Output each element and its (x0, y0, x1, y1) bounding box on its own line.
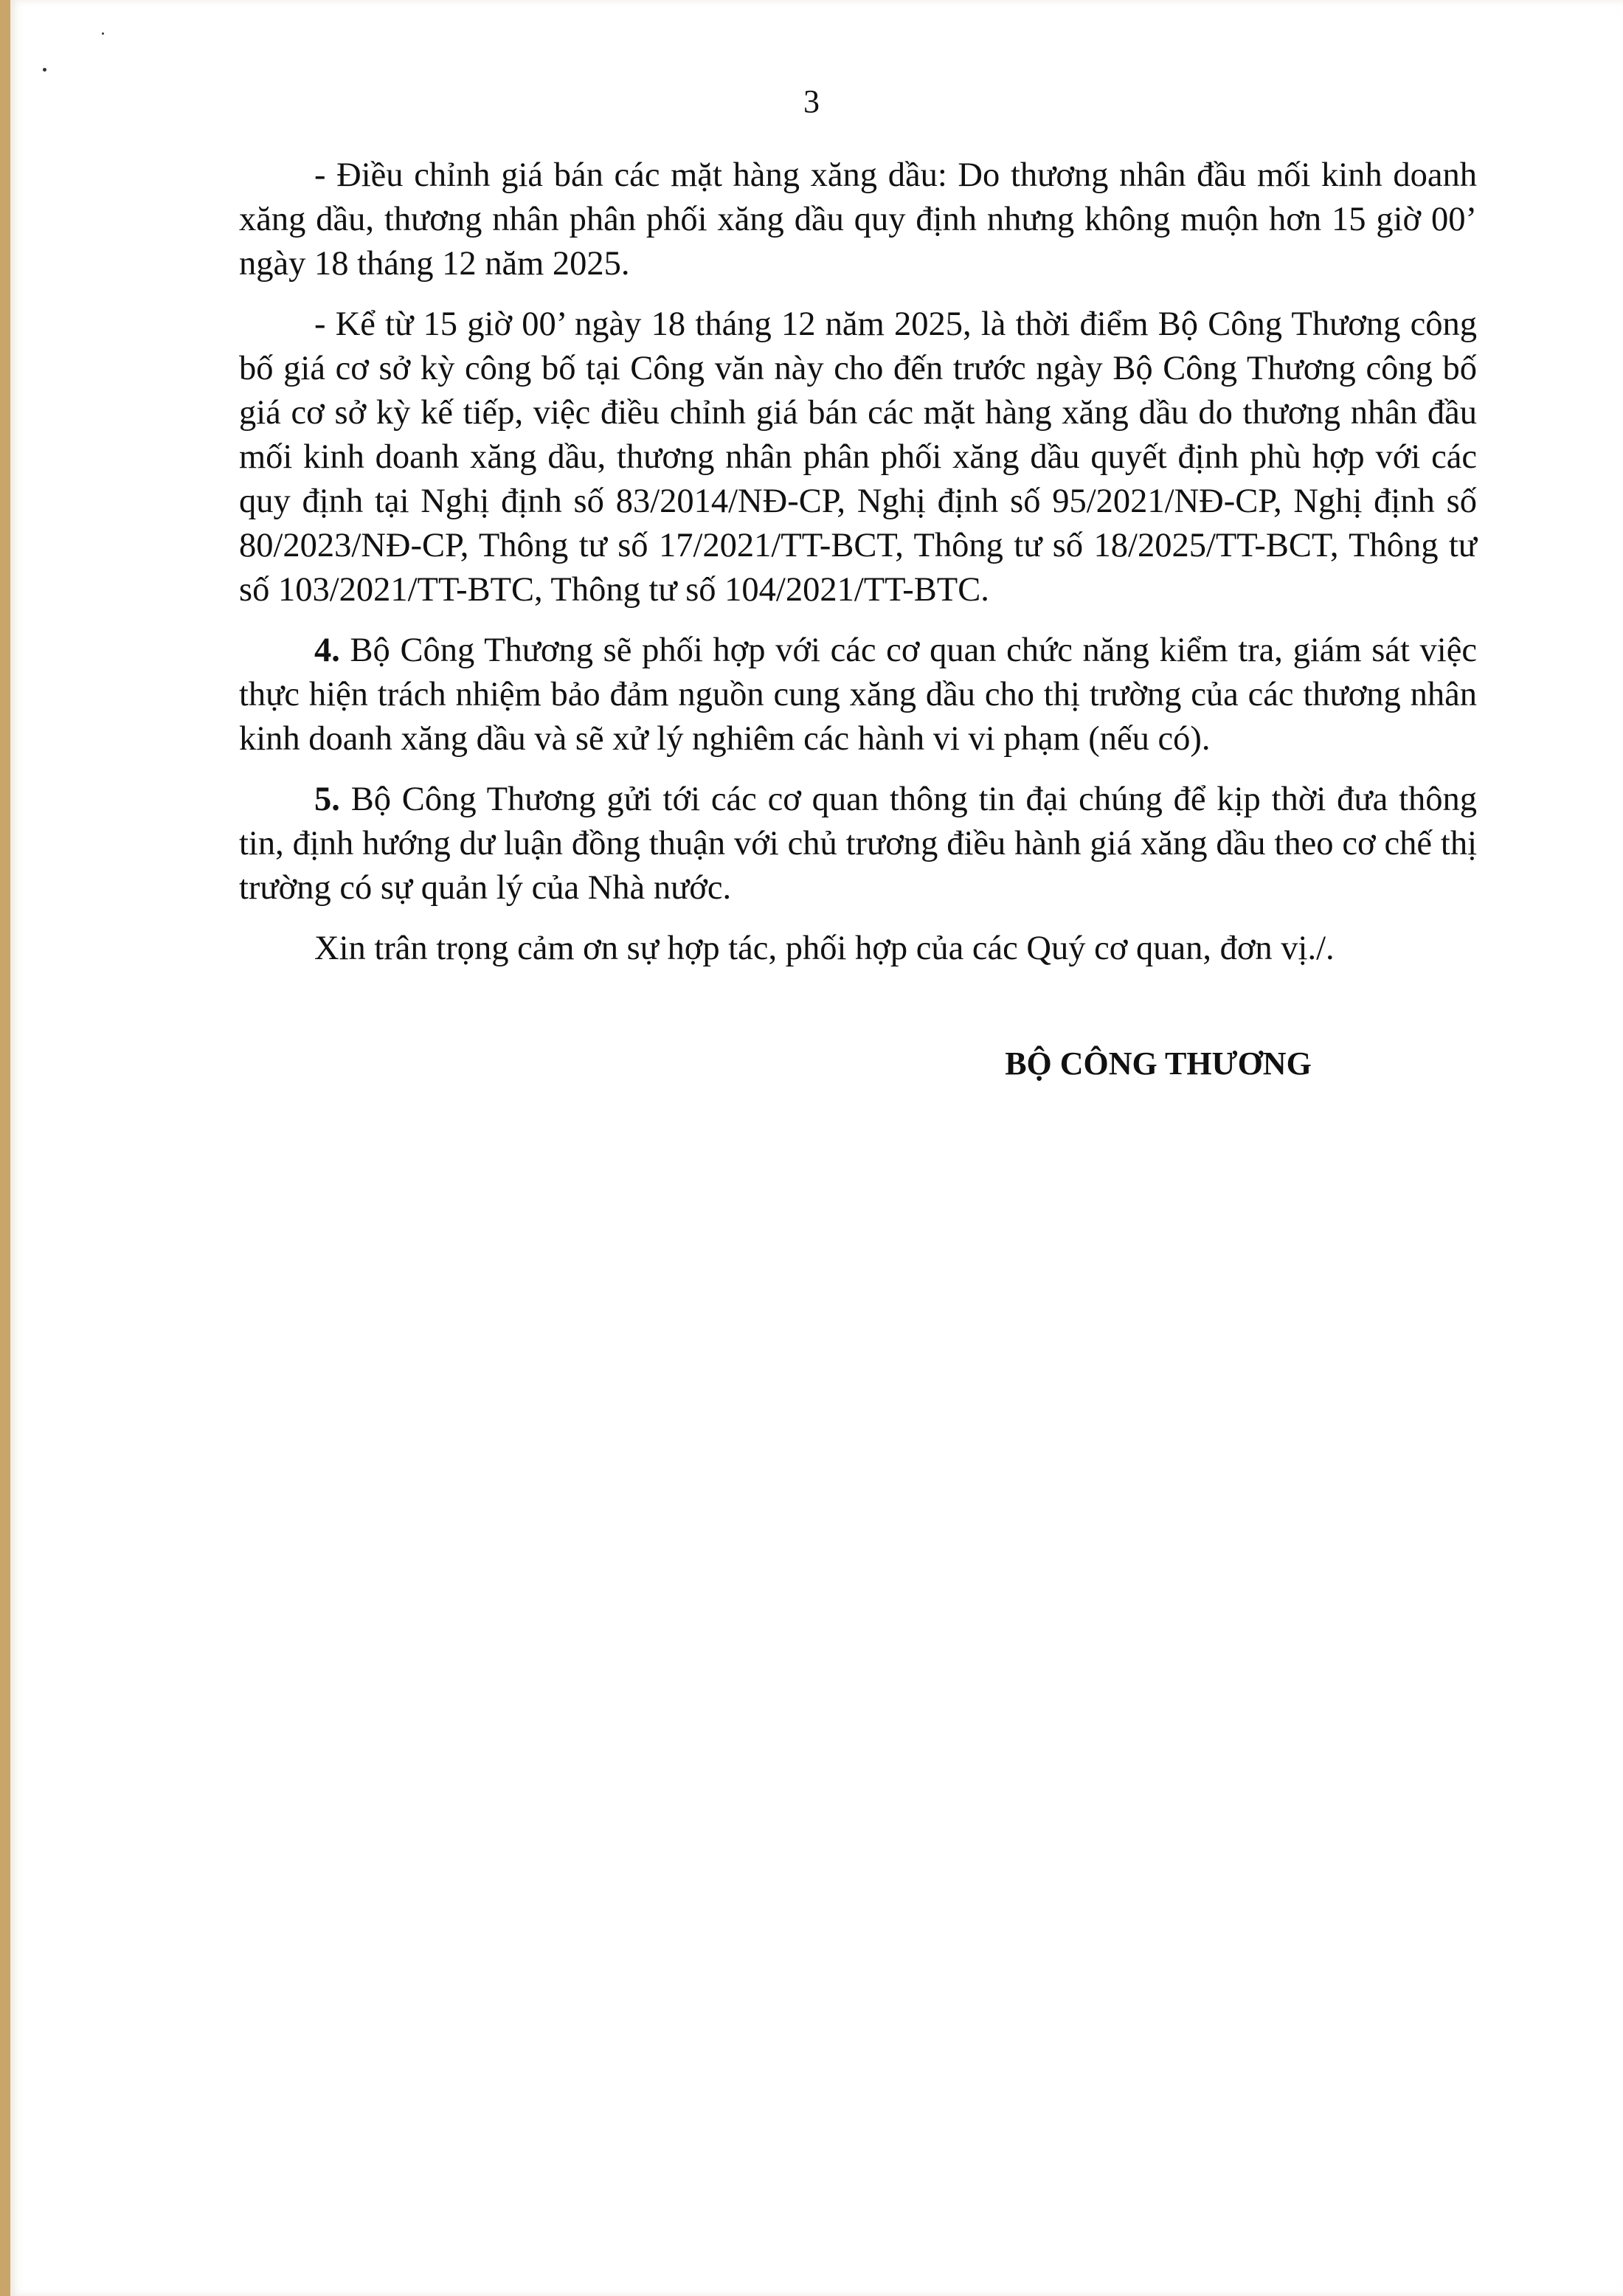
paragraph-price-adjustment (239, 153, 1477, 286)
scan-speck (43, 68, 46, 72)
paragraph-effective-time (239, 302, 1477, 612)
paragraph-number: 4. (314, 632, 340, 669)
document-body (239, 153, 1477, 971)
paragraph-item-4 (239, 629, 1477, 761)
paragraph-item-5 (239, 778, 1477, 910)
paragraph-text: Bộ Công Thương gửi tới các cơ quan thông tin đại chúng để kịp thời đưa thông tin, định hướng dư luận đồng thuận với chủ trương điều hành giá xăng dầu theo cơ chế thị trường có sự quản lý của Nhà nước. (239, 781, 1477, 907)
scan-speck (102, 32, 104, 35)
paragraph-text: - Điều chỉnh giá bán các mặt hàng xăng dầu: Do thương nhân đầu mối kinh doanh xăng dầu, thương nhân phân phối xăng dầu quy định nhưng không muộn hơn 15 giờ 00’ ngày 18 tháng 12 năm 2025. (239, 156, 1477, 283)
paragraph-text: - Kể từ 15 giờ 00’ ngày 18 tháng 12 năm 2025, là thời điểm Bộ Công Thương công bố giá cơ sở kỳ công bố tại Công văn này cho đến trước ngày Bộ Công Thương công bố giá cơ sở kỳ kế tiếp, việc điều chỉnh giá bán các mặt hàng xăng dầu do thương nhân đầu mối kinh doanh xăng dầu, thương nhân phân phối xăng dầu quyết định phù hợp với các quy định tại Nghị định số 83/2014/NĐ-CP, Nghị định số 95/2021/NĐ-CP, Nghị định số 80/2023/NĐ-CP, Thông tư số 17/2021/TT-BCT, Thông tư số 18/2025/TT-BCT, Thông tư số 103/2021/TT-BTC, Thông tư số 104/2021/TT-BTC. (239, 305, 1477, 609)
signature-block: BỘ CÔNG THƯƠNG (1005, 1045, 1312, 1082)
paragraph-number: 5. (314, 781, 340, 818)
closing-line: Xin trân trọng cảm ơn sự hợp tác, phối hợp của các Quý cơ quan, đơn vị./. (314, 930, 1335, 967)
paragraph-text: Bộ Công Thương sẽ phối hợp với các cơ quan chức năng kiểm tra, giám sát việc thực hiện trách nhiệm bảo đảm nguồn cung xăng dầu cho thị trường của các thương nhân kinh doanh xăng dầu và sẽ xử lý nghiêm các hành vi vi phạm (nếu có). (239, 632, 1477, 758)
page-number: 3 (803, 83, 820, 120)
